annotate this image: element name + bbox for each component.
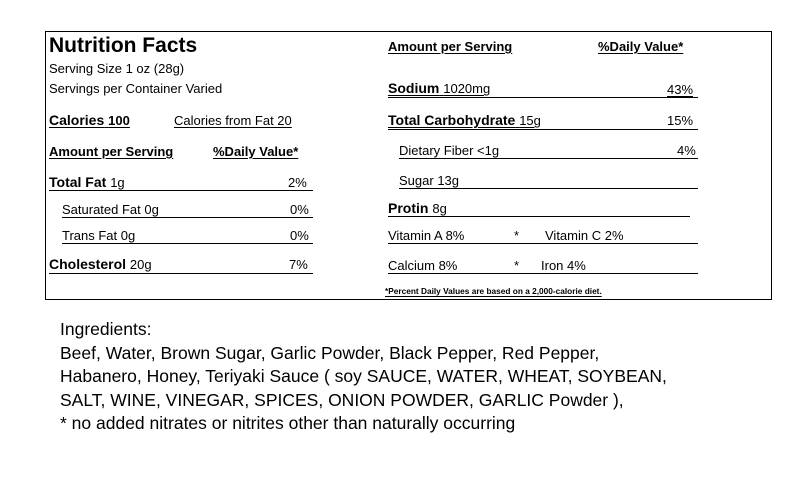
row-rule: [388, 216, 690, 217]
calcium: Calcium 8%: [388, 258, 458, 273]
nutrient-dv: 2%: [288, 175, 307, 190]
left-header-amount: Amount per Serving: [49, 144, 174, 159]
row-rule: [388, 273, 698, 274]
row-rule: [388, 97, 698, 98]
nutrient-amount: 1g: [110, 175, 125, 190]
trans-fat-row: [62, 229, 135, 242]
calories-row: [49, 113, 130, 127]
nutrient-name: Cholesterol: [49, 256, 127, 272]
nutrient-amount: 13g: [437, 173, 460, 188]
calories-from-fat: Calories from Fat 20: [174, 113, 292, 128]
nutrient-dv: 43%: [667, 82, 694, 97]
saturated-fat-row: [62, 203, 159, 216]
nutrient-name: Dietary Fiber: [399, 143, 474, 158]
nutrient-amount: 20g: [129, 257, 152, 272]
mineral-separator: *: [514, 258, 520, 273]
servings-per-container: Servings per Container Varied: [49, 81, 223, 96]
ingredients-line: SALT, WINE, VINEGAR, SPICES, ONION POWDER, GARLIC Powder ),: [60, 389, 624, 410]
nutrient-dv: 0%: [290, 202, 309, 217]
nutrient-dv: 15%: [667, 113, 694, 128]
nutrient-amount: 8g: [432, 201, 447, 216]
nutrient-amount: 1020mg: [443, 81, 491, 96]
protein-row: [388, 201, 447, 215]
nutrient-name: Protin: [388, 200, 429, 216]
ingredients-heading: Ingredients:: [60, 319, 152, 339]
calories-label: Calories: [49, 112, 105, 128]
nutrient-name: Total Carbohydrate: [388, 112, 516, 128]
nutrient-dv: 4%: [677, 143, 696, 158]
nutrient-amount: 0g: [120, 228, 136, 243]
nutrient-amount: <1g: [477, 143, 500, 158]
right-header-dv: %Daily Value*: [598, 39, 684, 54]
right-header-amount: Amount per Serving: [388, 39, 513, 54]
row-rule: [388, 243, 698, 244]
nutrient-amount: 0g: [144, 202, 159, 217]
vitamin-separator: *: [514, 228, 520, 243]
row-rule: [49, 273, 313, 274]
nutrient-name: Sodium: [388, 80, 440, 96]
dietary-fiber-row: [399, 144, 499, 157]
nutrient-name: Saturated Fat: [62, 202, 141, 217]
cholesterol-row: [49, 257, 152, 271]
row-rule: [62, 217, 313, 218]
ingredients-note: * no added nitrates or nitrites other than naturally occurring: [60, 413, 516, 433]
daily-value-footnote: *Percent Daily Values are based on a 2,000-calorie diet.: [385, 286, 602, 296]
nutrient-name: Trans Fat: [62, 228, 118, 243]
row-rule: [49, 190, 313, 191]
total-fat-row: [49, 175, 125, 189]
ingredients-line: Beef, Water, Brown Sugar, Garlic Powder, Black Pepper, Red Pepper,: [60, 342, 600, 363]
row-rule: [399, 188, 698, 189]
ingredients-line: Habanero, Honey, Teriyaki Sauce ( soy SAUCE, WATER, WHEAT, SOYBEAN,: [60, 366, 667, 386]
row-rule: [62, 243, 313, 244]
ingredients-block: [60, 318, 775, 436]
vitamin-c: Vitamin C 2%: [545, 228, 624, 243]
sugar-row: [399, 174, 459, 187]
total-carbohydrate-row: [388, 113, 541, 127]
nutrient-dv: 0%: [290, 228, 309, 243]
iron: Iron 4%: [541, 258, 586, 273]
row-rule: [388, 129, 698, 130]
nutrient-name: Total Fat: [49, 174, 107, 190]
left-header-dv: %Daily Value*: [213, 144, 299, 159]
nutrient-amount: 15g: [519, 113, 541, 128]
nutrition-facts-title: Nutrition Facts: [49, 34, 198, 57]
serving-size: Serving Size 1 oz (28g): [49, 61, 185, 76]
nutrient-dv: 7%: [289, 257, 308, 272]
vitamin-a: Vitamin A 8%: [388, 228, 465, 243]
nutrient-name: Sugar: [399, 173, 434, 188]
row-rule: [399, 158, 698, 159]
sodium-row: [388, 81, 490, 95]
calories-value: 100: [108, 113, 130, 128]
